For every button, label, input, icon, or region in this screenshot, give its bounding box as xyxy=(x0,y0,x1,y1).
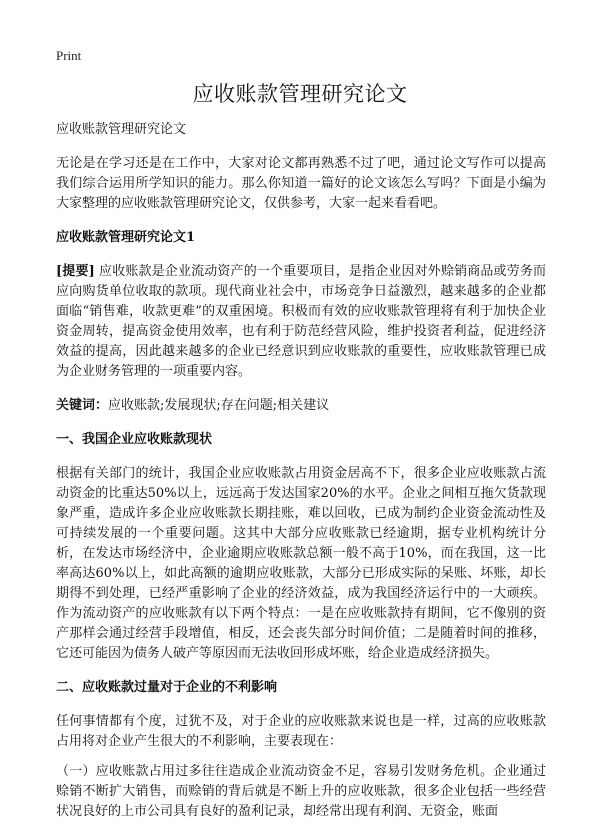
print-link[interactable]: Print xyxy=(56,48,82,63)
keywords-paragraph xyxy=(56,396,546,416)
paragraph-2: 任何事情都有个度，过犹不及，对于企业的应收账款来说也是一样，过高的应收账款占用将对企业产生很大的不利影响，主要表现在： xyxy=(56,714,546,749)
abstract-label: [提要] xyxy=(56,264,95,279)
page-title: 应收账款管理研究论文 xyxy=(192,82,408,106)
document-body xyxy=(56,120,546,836)
paragraph-1: 根据有关部门的统计，我国企业应收账款占用资金居高不下，很多企业应收账款占流动资金的比重达50%以上，远远高于发达国家20%的水平。企业之间相互拖欠货款现象严重，造成许多企业应收账款长期挂账，难以回收，已成为制约企业资金流动性及可持续发展的一个重要问题。这其中大部分应收账款已经逾期，据专业机构统计分析，在发达市场经济中，企业逾期应收账款总额一般不高于10%，而在我国，这一比率高达60%以上，如此高额的逾期应收账款，大部分已形成实际的呆账、坏账，却长期得不到处理，已经严重影响了企业的经济效益，成为我国经济运行中的一大顽疾。作为流动资产的应收账款有以下两个特点：一是在应收账款持有期间，它不像别的资产那样会通过经营手段增值，相反，还会丧失部分时间价值；二是随着时间的推移，它还可能因为债务人破产等原因而无法收回形成坏账，给企业造成经济损失。 xyxy=(56,466,546,661)
abstract-text: 应收账款是企业流动资产的一个重要项目，是指企业因对外赊销商品或劳务而应向购货单位收取的款项。现代商业社会中，市场竞争日益激烈，越来越多的企业都面临“销售难，收款更难”的双重困境。积极而有效的应收账款管理将有利于加快企业资金周转，提高资金使用效率，也有利于防范经营风险，维护投资者利益，促进经济效益的提高，因此越来越多的企业已经意识到应收账款的重要性，应收账款管理已成为企业财务管理的一项重要内容。 xyxy=(56,264,546,379)
keywords-text: 应收账款;发展现状;存在问题;相关建议 xyxy=(108,398,330,413)
section-heading: 应收账款管理研究论文1 xyxy=(56,230,196,245)
intro-paragraph: 无论是在学习还是在工作中，大家对论文都再熟悉不过了吧，通过论文写作可以提高我们综合运用所学知识的能力。那么你知道一篇好的论文该怎么写吗？下面是小编为大家整理的应收账款管理研究论文，仅供参考，大家一起来看看吧。 xyxy=(56,156,546,211)
keywords-label: 关键词： xyxy=(56,398,109,413)
paragraph-3: （一）应收账款占用过多往往造成企业流动资金不足，容易引发财务危机。企业通过赊销不断扩大销售，而赊销的背后就是不断上升的应收账款，很多企业包括一些经营状况良好的上市公司具有良好的盈利记录，却经常出现有利润、无资金，账面 xyxy=(56,764,546,819)
heading-1: 一、我国企业应收账款现状 xyxy=(56,432,213,447)
abstract-paragraph xyxy=(56,262,546,382)
heading-2: 二、应收账款过量对于企业的不利影响 xyxy=(56,680,278,695)
document-subtitle: 应收账款管理研究论文 xyxy=(56,122,187,137)
